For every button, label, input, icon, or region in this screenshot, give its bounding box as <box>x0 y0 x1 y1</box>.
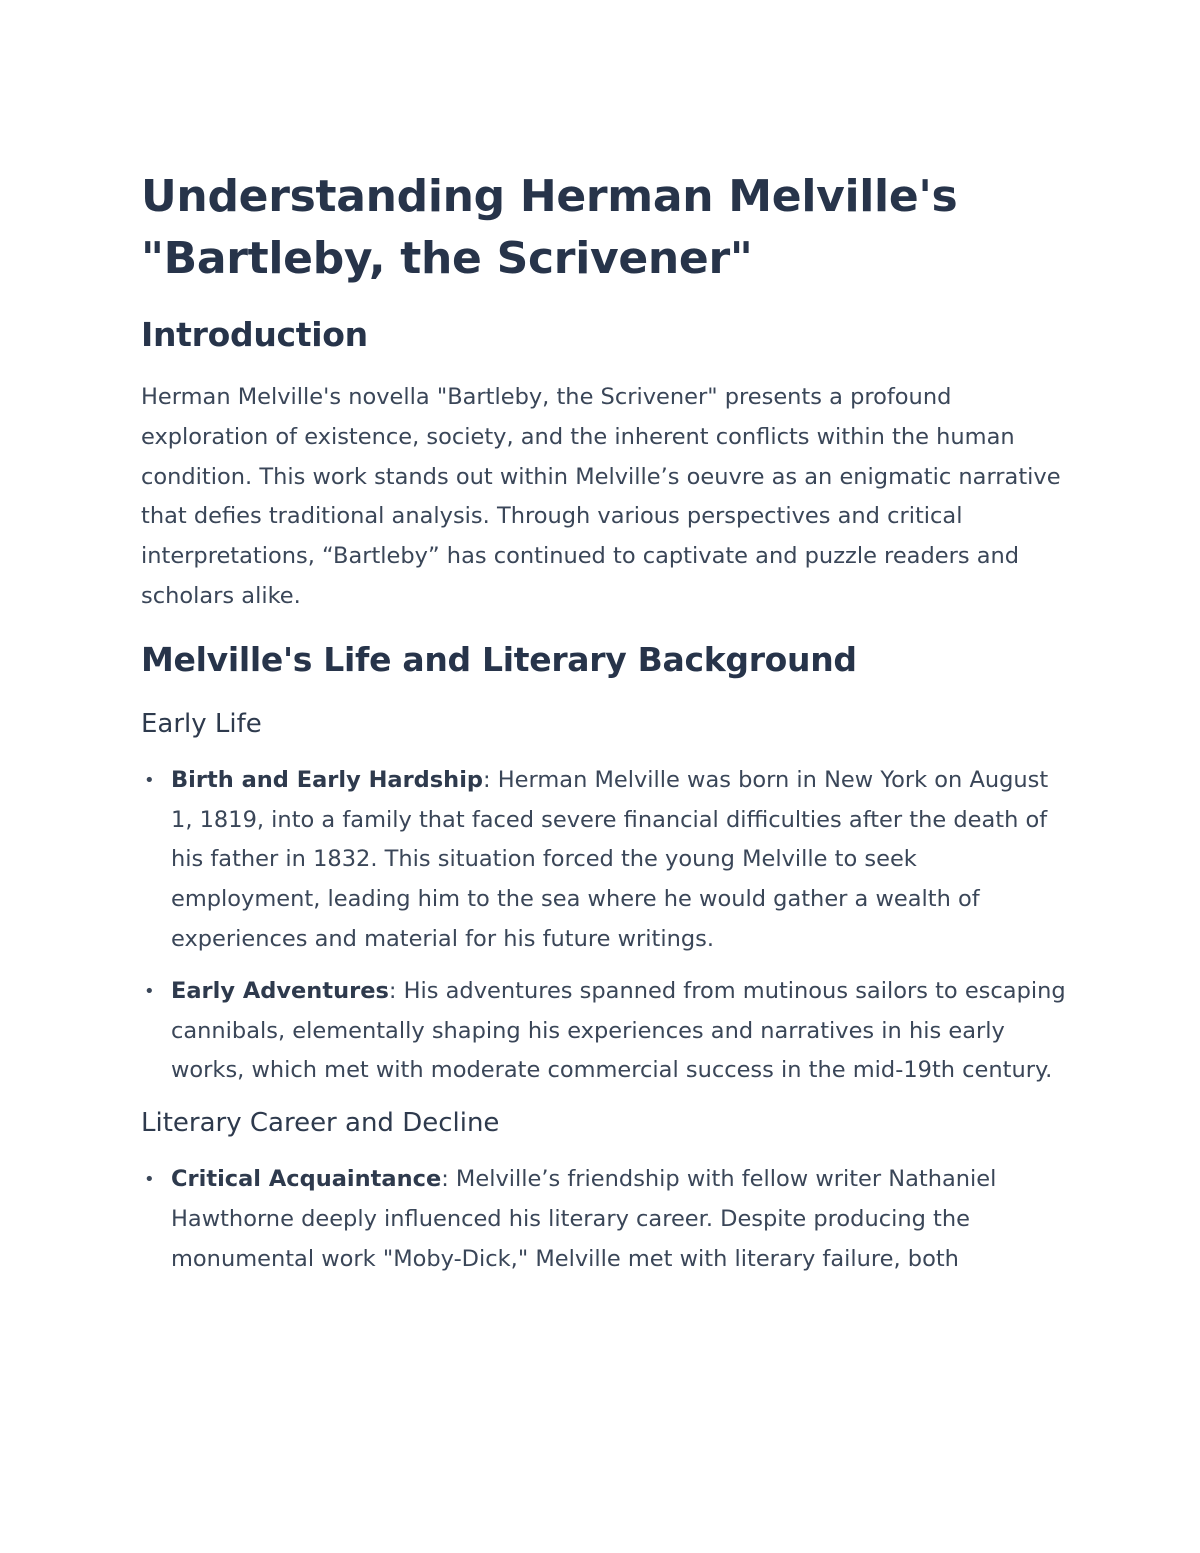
list-item-text: : His adventures spanned from mutinous sailors to escaping cannibals, elementally shaping his experiences and narratives in his early works, which met with moderate commercial success in the mid-19th century. <box>171 977 1066 1084</box>
section-heading-introduction: Introduction <box>141 315 368 354</box>
page-title: Understanding Herman Melville's "Bartleby, the Scrivener" <box>141 171 958 284</box>
bullet-icon: • <box>144 769 155 791</box>
section-heading-life-background: Melville's Life and Literary Background <box>141 639 857 679</box>
list-item-text: : Melville’s friendship with fellow writer Nathaniel Hawthorne deeply influenced his literary career. Despite producing the monumental work "Moby-Dick," Melville met with literary failure, both <box>171 1166 997 1272</box>
list-item <box>141 972 1071 1091</box>
list-item <box>141 761 1071 960</box>
bullet-icon: • <box>144 980 155 1002</box>
document-page <box>141 166 1071 1280</box>
early-life-list <box>141 761 1071 1091</box>
list-item-term: Birth and Early Hardship <box>171 766 484 793</box>
bullet-icon: • <box>144 1169 155 1191</box>
subheading-literary-career: Literary Career and Decline <box>141 1108 500 1139</box>
career-list <box>141 1160 1071 1279</box>
list-item-term: Early Adventures <box>171 977 389 1004</box>
introduction-paragraph: Herman Melville's novella "Bartleby, the Scrivener" presents a profound exploration of existence, society, and the inherent conflicts within the human condition. This work stands out within Melville’s oeuvre as an enigmatic narrative that defies traditional analysis. Through various perspectives and critical interpretations, “Bartleby” has continued to captivate and puzzle readers and scholars alike. <box>141 384 1061 609</box>
list-item <box>141 1160 1071 1279</box>
list-item-text: : Herman Melville was born in New York on August 1, 1819, into a family that faced severe financial difficulties after the death of his father in 1832. This situation forced the young Melville to seek employment, leading him to the sea where he would gather a wealth of experiences and material for his future writings. <box>171 766 1049 952</box>
subheading-early-life: Early Life <box>141 708 262 739</box>
list-item-term: Critical Acquaintance <box>171 1166 442 1193</box>
